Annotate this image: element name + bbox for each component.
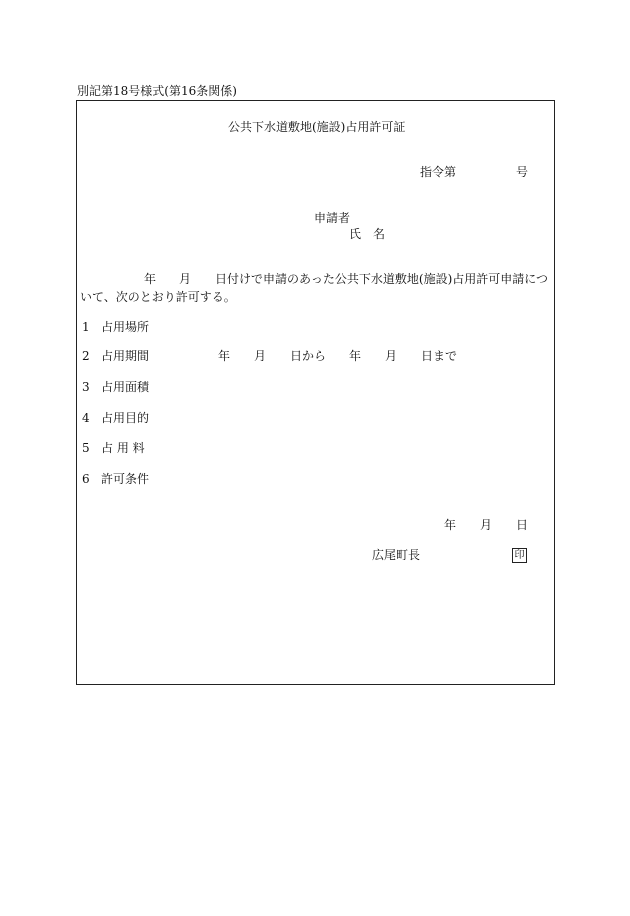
reference-suffix: 号: [516, 165, 529, 179]
item-label: 許可条件: [101, 472, 150, 486]
intro-month: 月: [179, 272, 192, 286]
period-from-month: 月: [254, 349, 267, 363]
item-number: 2: [82, 349, 90, 363]
issue-date-day: 日: [516, 518, 529, 532]
applicant-name-label: 氏 名: [349, 227, 386, 241]
item-label: 占 用 料: [101, 441, 145, 455]
intro-line-1: 日付けで申請のあった公共下水道敷地(施設)占用許可申請につ: [215, 272, 549, 286]
period-to-day: 日まで: [421, 349, 458, 363]
period-to-month: 月: [385, 349, 398, 363]
item-label: 占用目的: [101, 411, 150, 425]
reference-prefix: 指令第: [420, 165, 457, 179]
applicant-label: 申請者: [314, 211, 351, 225]
period-from-day: 日から: [290, 349, 327, 363]
item-label: 占用期間: [101, 349, 150, 363]
document-title: 公共下水道敷地(施設)占用許可証: [228, 120, 406, 134]
issuer-title: 広尾町長: [372, 548, 421, 562]
issue-date-year: 年: [444, 518, 457, 532]
period-to-year: 年: [349, 349, 362, 363]
item-number: 6: [82, 472, 90, 486]
seal-mark: [512, 547, 527, 563]
period-from-year: 年: [218, 349, 231, 363]
issue-date-month: 月: [480, 518, 493, 532]
item-label: 占用場所: [101, 320, 150, 334]
item-number: 1: [82, 320, 90, 334]
item-number: 4: [82, 411, 90, 425]
intro-year: 年: [144, 272, 157, 286]
item-label: 占用面積: [101, 380, 150, 394]
intro-line-2: いて、次のとおり許可する。: [80, 290, 236, 304]
seal-icon: 印: [512, 548, 527, 563]
form-label: 別記第18号様式(第16条関係): [77, 84, 237, 98]
item-number: 5: [82, 441, 90, 455]
item-number: 3: [82, 380, 90, 394]
